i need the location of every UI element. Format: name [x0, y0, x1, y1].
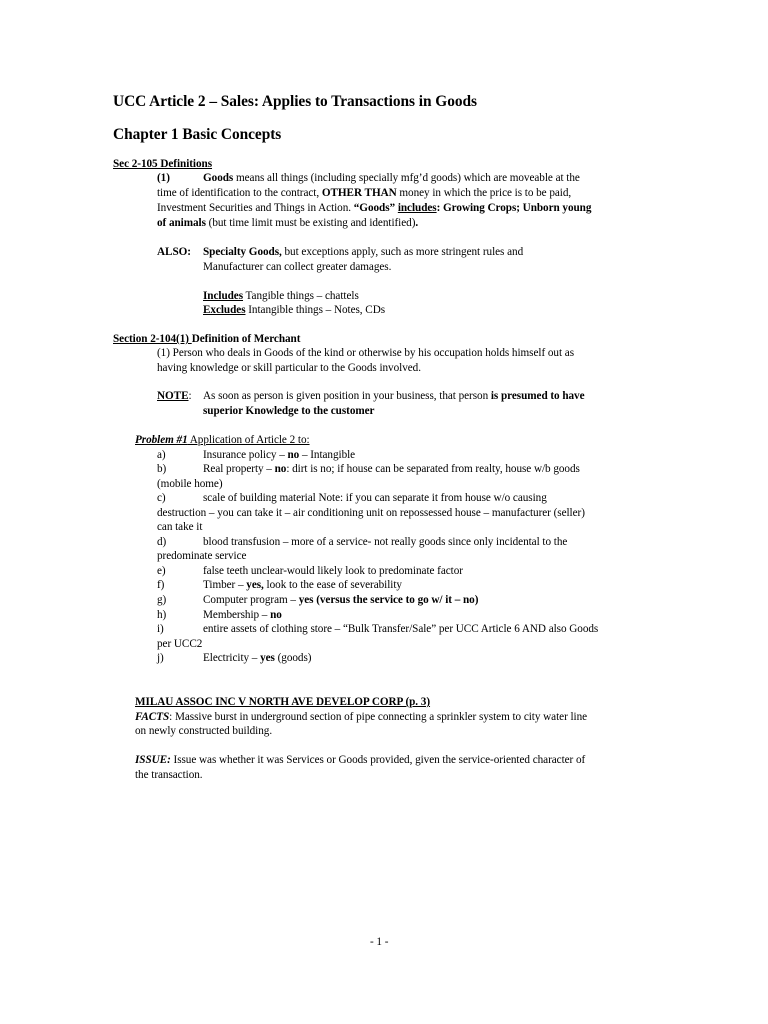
text-run: : Massive burst in underground section of pipe connecting a sprinkler system to city water line — [169, 711, 588, 723]
text-run: can take it — [157, 521, 203, 533]
text-run: includes — [397, 202, 437, 214]
text-run: money in which the price is to be paid, — [396, 187, 572, 199]
text-line-prob1 — [135, 435, 310, 446]
text-run: i) — [157, 623, 164, 635]
text-line-pageno — [370, 937, 388, 948]
text-line-def3 — [157, 203, 591, 214]
text-line-pd — [203, 537, 567, 548]
text-run: Specialty Goods, — [203, 246, 282, 258]
text-run: Sec 2-105 Definitions — [113, 158, 213, 170]
text-line-issue2 — [135, 770, 203, 781]
text-run: f) — [157, 579, 165, 591]
text-line-pb2 — [157, 479, 223, 490]
text-run: Definition of Merchant — [191, 333, 301, 345]
text-run: c) — [157, 492, 166, 504]
text-run: of animals — [157, 217, 206, 229]
text-run: : dirt is no; if house can be separated from realty, house w/b goods — [286, 463, 580, 475]
text-run: destruction – you can take it – air conditioning unit on repossessed house – manufacturer (seller) — [157, 507, 585, 519]
text-line-pf — [203, 580, 402, 591]
text-line-chapter — [113, 127, 281, 142]
text-run: Chapter 1 Basic Concepts — [113, 126, 282, 143]
text-run: - 1 - — [370, 936, 389, 948]
text-run: Timber – — [203, 579, 247, 591]
text-line-note-label — [157, 391, 192, 402]
text-run: h) — [157, 609, 167, 621]
text-line-also-label — [157, 247, 191, 258]
text-line-pc2 — [157, 508, 585, 519]
text-run: Manufacturer can collect greater damages. — [203, 261, 392, 273]
text-run: the transaction. — [135, 769, 203, 781]
text-line-facts2 — [135, 726, 272, 737]
text-run: a) — [157, 449, 166, 461]
text-run: Issue was whether it was Services or Goods provided, given the service-oriented character of — [170, 754, 586, 766]
text-line-pd-l — [157, 537, 166, 548]
text-line-merch2 — [157, 363, 421, 374]
text-line-case — [135, 697, 430, 708]
text-run: yes, — [246, 579, 264, 591]
text-run: Insurance policy – — [203, 449, 288, 461]
text-line-pi — [203, 624, 598, 635]
text-run: : Growing Crops; Unborn young — [436, 202, 592, 214]
text-line-pa-l — [157, 450, 166, 461]
text-run: OTHER THAN — [321, 187, 397, 199]
text-run: Goods — [203, 172, 234, 184]
text-run: entire assets of clothing store – “Bulk Transfer/Sale” per UCC Article 6 AND also Goods — [203, 623, 599, 635]
text-line-sec-2-105 — [113, 159, 212, 170]
text-line-issue1 — [135, 755, 585, 766]
text-line-def4 — [157, 218, 418, 229]
text-run: having knowledge or skill particular to the Goods involved. — [157, 362, 421, 374]
text-run: (1) — [157, 172, 170, 184]
text-line-pg-l — [157, 595, 166, 606]
text-run: FACTS — [135, 711, 170, 723]
text-line-excl — [203, 305, 385, 316]
text-run: on newly constructed building. — [135, 725, 273, 737]
text-line-pc — [203, 493, 547, 504]
text-run: no — [270, 609, 282, 621]
text-run: look to the ease of severability — [263, 579, 402, 591]
text-run: ALSO: — [157, 246, 191, 258]
text-run: no — [287, 449, 300, 461]
text-run: Includes — [203, 290, 244, 302]
text-line-also2 — [203, 262, 391, 273]
text-run: “Goods” — [353, 202, 398, 214]
text-run: Intangible things – Notes, CDs — [245, 304, 386, 316]
text-line-ph — [203, 610, 282, 621]
text-line-pj — [203, 653, 311, 664]
text-run: Membership – — [203, 609, 271, 621]
text-line-ph-l — [157, 610, 166, 621]
text-line-pj-l — [157, 653, 164, 664]
text-run: yes (versus the service to go w/ it – no) — [298, 594, 479, 606]
text-run: d) — [157, 536, 167, 548]
text-line-pi-l — [157, 624, 164, 635]
text-line-pc3 — [157, 522, 202, 533]
text-run: Application of Article 2 to: — [187, 434, 310, 446]
text-run: – Intangible — [299, 449, 356, 461]
text-line-pa — [203, 450, 355, 461]
text-line-def1-text — [203, 173, 580, 184]
text-run: is presumed to have — [490, 390, 585, 402]
text-line-title — [113, 94, 477, 109]
text-run: Real property – — [203, 463, 275, 475]
text-run: e) — [157, 565, 166, 577]
text-run: blood transfusion – more of a service- not really goods since only incidental to the — [203, 536, 568, 548]
text-line-pi2 — [157, 639, 202, 650]
text-line-def1 — [157, 173, 170, 184]
text-run: Electricity – — [203, 652, 261, 664]
text-run: predominate service — [157, 550, 247, 562]
text-run: per UCC2 — [157, 638, 203, 650]
text-line-note1 — [203, 391, 585, 402]
text-run: but exceptions apply, such as more stringent rules and — [281, 246, 524, 258]
text-line-incl — [203, 291, 359, 302]
text-run: As soon as person is given position in your business, that person — [203, 390, 491, 402]
text-line-pb — [203, 464, 580, 475]
text-run: yes — [260, 652, 275, 664]
text-run: means all things (including specially mfg’d goods) which are moveable at the — [233, 172, 580, 184]
text-run: g) — [157, 594, 167, 606]
text-run: Problem #1 — [135, 434, 188, 446]
text-run: Computer program – — [203, 594, 299, 606]
text-run: j) — [157, 652, 164, 664]
text-line-pe — [203, 566, 463, 577]
text-run: scale of building material Note: if you can separate it from house w/o causing — [203, 492, 547, 504]
text-run: (mobile home) — [157, 478, 223, 490]
text-run: b) — [157, 463, 167, 475]
text-run: no — [274, 463, 287, 475]
text-run: time of identification to the contract, — [157, 187, 322, 199]
text-run: superior Knowledge to the customer — [203, 405, 375, 417]
text-run: Tangible things – chattels — [243, 290, 359, 302]
text-line-pd2 — [157, 551, 246, 562]
text-run: Section 2-104(1) — [113, 333, 192, 345]
text-run: (but time limit must be existing and identified) — [205, 217, 416, 229]
text-run: ISSUE: — [135, 754, 171, 766]
text-run: MILAU ASSOC INC V NORTH AVE DEVELOP CORP (p. 3) — [135, 696, 431, 708]
text-line-also1 — [203, 247, 523, 258]
text-run: (goods) — [274, 652, 312, 664]
text-line-merch1 — [157, 348, 574, 359]
text-run: false teeth unclear-would likely look to predominate factor — [203, 565, 463, 577]
text-line-sec-2-104 — [113, 334, 300, 345]
text-run: : — [188, 390, 192, 402]
text-line-pf-l — [157, 580, 164, 591]
text-run: Excludes — [203, 304, 246, 316]
text-run: UCC Article 2 – Sales: Applies to Transactions in Goods — [113, 93, 477, 110]
text-run: (1) Person who deals in Goods of the kind or otherwise by his occupation holds himself out as — [157, 347, 574, 359]
text-run: Investment Securities and Things in Action. — [157, 202, 354, 214]
text-line-facts1 — [135, 712, 587, 723]
text-run: NOTE — [157, 390, 189, 402]
text-line-pc-l — [157, 493, 166, 504]
text-line-pe-l — [157, 566, 166, 577]
text-line-pg — [203, 595, 478, 606]
text-line-pb-l — [157, 464, 166, 475]
text-line-note2 — [203, 406, 374, 417]
text-run: . — [415, 217, 419, 229]
text-line-def2 — [157, 188, 571, 199]
